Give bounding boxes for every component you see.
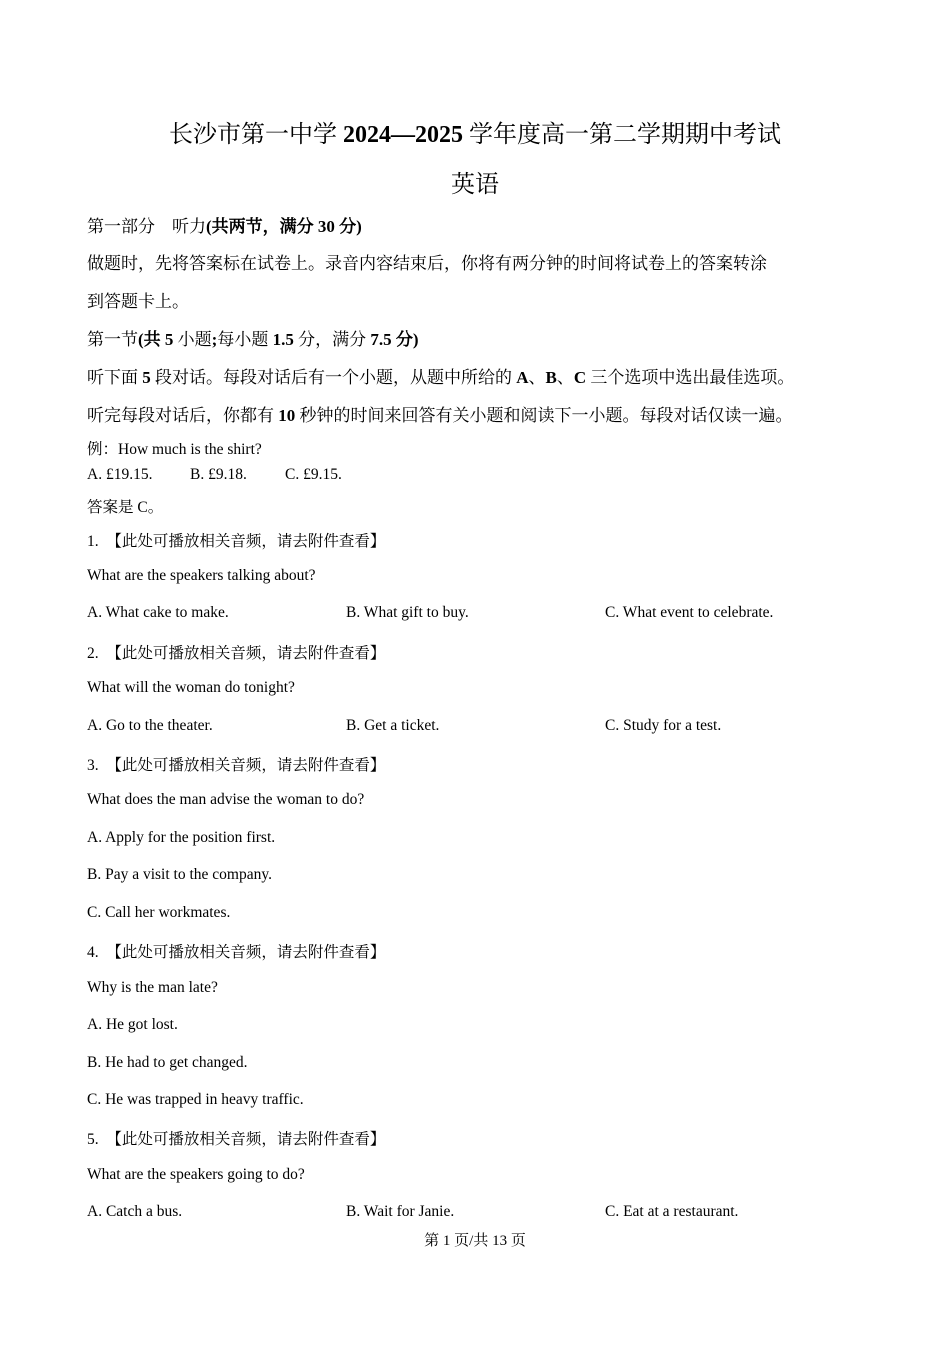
question-2-option-a: A. Go to the theater.: [87, 717, 213, 734]
question-5-prompt: What are the speakers going to do?: [87, 1166, 305, 1183]
section1-line2-b: 秒钟的时间来回答有关小题和阅读下一小题。每段对话仅读一遍。: [295, 406, 793, 425]
section1-instruction-line1: [87, 363, 794, 388]
section1-instruction-line2: [87, 401, 793, 426]
question-3-label: 3. 【此处可播放相关音频，请去附件查看】: [87, 757, 386, 774]
section1-line1-c: 三个选项中选出最佳选项。: [586, 368, 795, 387]
example-answer: 答案是 C。: [87, 499, 164, 516]
part1-heading: [87, 212, 362, 237]
part1-heading-open: (共两节，满分: [206, 217, 318, 236]
title-year: 2024—2025: [343, 122, 463, 148]
question-5-option-a: A. Catch a bus.: [87, 1203, 183, 1220]
section1-line1-optB: B: [545, 368, 557, 387]
part1-instruction-line1: 做题时，先将答案标在试卷上。录音内容结束后，你将有两分钟的时间将试卷上的答案转涂: [87, 254, 767, 273]
page-number: 第 1 页/共 13 页: [424, 1233, 526, 1249]
question-1-label: 1. 【此处可播放相关音频，请去附件查看】: [87, 533, 386, 550]
part1-instruction-line2: 到答题卡上。: [87, 292, 189, 311]
section1-line2-a: 听完每段对话后，你都有: [87, 406, 279, 425]
question-1-prompt: What are the speakers talking about?: [87, 567, 316, 584]
section1-line2-seconds: 10: [278, 406, 296, 425]
question-5-option-c: C. Eat at a restaurant.: [605, 1203, 739, 1220]
question-1-option-c: C. What event to celebrate.: [605, 604, 774, 621]
section1-heading-points: 1.5: [272, 330, 294, 349]
question-3-option-b: B. Pay a visit to the company.: [87, 866, 272, 883]
part1-heading-close: 分): [334, 217, 362, 236]
question-5-option-b: B. Wait for Janie.: [346, 1203, 455, 1220]
section1-heading-semicolon: ;: [211, 330, 218, 349]
question-3-option-a: A. Apply for the position first.: [87, 829, 276, 846]
part1-heading-name: 第一部分 听力: [87, 217, 206, 236]
question-2-option-b: B. Get a ticket.: [346, 717, 440, 734]
section1-heading-unit: 小题: [173, 330, 212, 349]
section1-line1-count: 5: [142, 368, 151, 387]
section1-heading-count: 5: [164, 330, 174, 349]
section1-line1-a: 听下面: [87, 368, 143, 387]
title-school: 长沙市第一中学: [169, 122, 343, 148]
question-3-prompt: What does the man advise the woman to do?: [87, 791, 365, 808]
example-option-a: A. £19.15.: [87, 466, 153, 483]
section1-heading: [87, 325, 419, 350]
section1-heading-total: 7.5: [370, 330, 392, 349]
section1-heading-open: (共: [138, 330, 165, 349]
question-2-option-c: C. Study for a test.: [605, 717, 722, 734]
question-1-option-b: B. What gift to buy.: [346, 604, 469, 621]
section1-heading-close: 分): [391, 330, 419, 349]
question-4-option-c: C. He was trapped in heavy traffic.: [87, 1091, 304, 1108]
question-4-label: 4. 【此处可播放相关音频，请去附件查看】: [87, 944, 386, 961]
example-question: 例：How much is the shirt?: [87, 441, 262, 458]
question-4-option-a: A. He got lost.: [87, 1016, 178, 1033]
section1-line1-sep2: 、: [556, 368, 574, 387]
question-4-option-b: B. He had to get changed.: [87, 1054, 248, 1071]
question-2-prompt: What will the woman do tonight?: [87, 679, 295, 696]
section1-heading-name: 第一节: [87, 330, 138, 349]
question-2-label: 2. 【此处可播放相关音频，请去附件查看】: [87, 645, 386, 662]
section1-heading-each: 每小题: [217, 330, 273, 349]
section1-line1-sep1: 、: [528, 368, 546, 387]
part1-heading-score: 30: [317, 217, 335, 236]
section1-heading-full: 分，满分: [293, 330, 371, 349]
example-option-b: B. £9.18.: [190, 466, 247, 483]
question-1-option-a: A. What cake to make.: [87, 604, 229, 621]
section1-line1-optC: C: [573, 368, 587, 387]
exam-title: [0, 114, 950, 149]
subject-title: 英语: [451, 172, 499, 198]
example-option-c: C. £9.15.: [285, 466, 342, 483]
section1-line1-b: 段对话。每段对话后有一个小题，从题中所给的: [150, 368, 517, 387]
title-term: 学年度高一第二学期期中考试: [463, 122, 781, 148]
section1-line1-optA: A: [516, 368, 529, 387]
question-5-label: 5. 【此处可播放相关音频，请去附件查看】: [87, 1131, 386, 1148]
question-3-option-c: C. Call her workmates.: [87, 904, 231, 921]
question-4-prompt: Why is the man late?: [87, 979, 218, 996]
